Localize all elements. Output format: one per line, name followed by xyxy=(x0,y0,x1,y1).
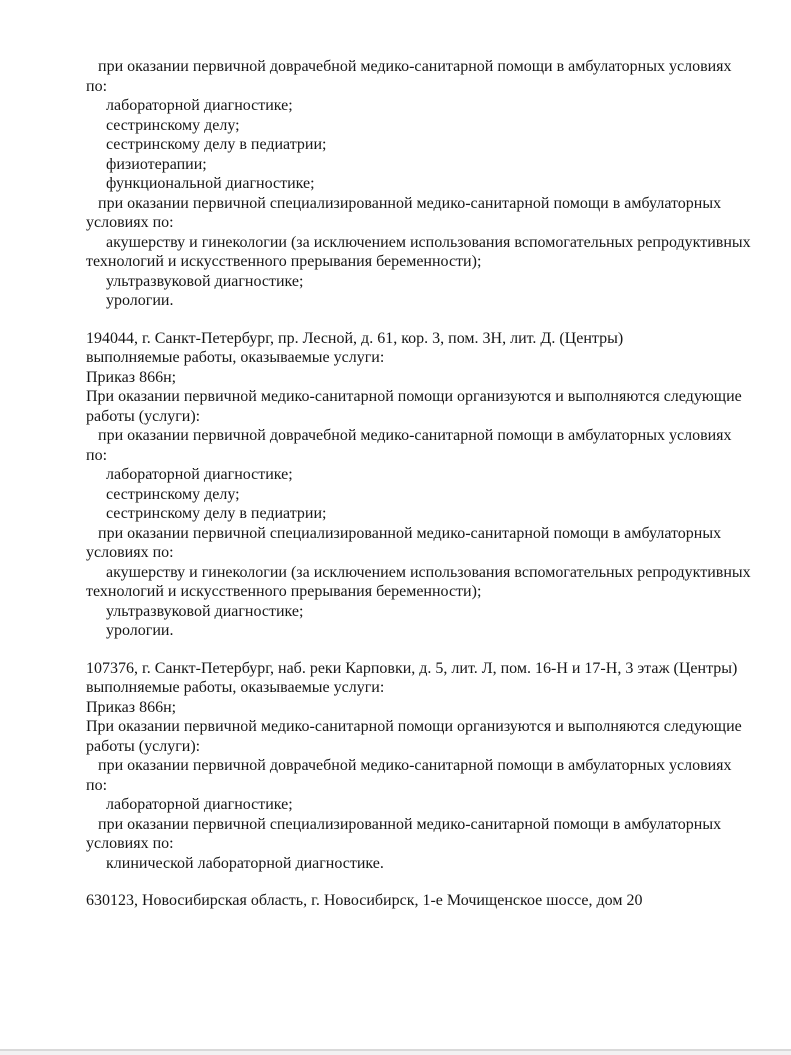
text-line: условиях по: xyxy=(86,835,174,852)
text-line: условиях по: xyxy=(86,214,174,231)
text-line: сестринскому делу в педиатрии; xyxy=(106,505,327,522)
text-line: акушерству и гинекологии (за исключением использования вспомогательных репродуктивных xyxy=(106,563,751,581)
text-line: клинической лабораторной диагностике. xyxy=(106,854,384,872)
text-line: 107376, г. Санкт-Петербург, наб. реки Карповки, д. 5, лит. Л, пом. 16-Н и 17-Н, 3 этаж (Центры) xyxy=(86,659,738,677)
text-line: лабораторной диагностике; xyxy=(106,796,293,813)
text-line: урологии. xyxy=(106,622,174,639)
text-line: лабораторной диагностике; xyxy=(106,466,293,483)
text-line: функциональной диагностике; xyxy=(106,175,315,192)
text-line: акушерству и гинекологии (за исключением использования вспомогательных репродуктивных xyxy=(106,233,751,251)
text-line: Приказ 866н; xyxy=(86,368,177,386)
text-line: технологий и искусственного прерывания беременности); xyxy=(86,253,482,270)
text-line: ультразвуковой диагностике; xyxy=(106,272,304,290)
text-line: Приказ 866н; xyxy=(86,698,177,716)
text-line: 194044, г. Санкт-Петербург, пр. Лесной, д. 61, кор. 3, пом. 3Н, лит. Д. (Центры) xyxy=(86,329,624,347)
text-line: При оказании первичной медико-санитарной помощи организуются и выполняются следующие xyxy=(86,718,742,735)
location-630123 xyxy=(86,891,776,911)
text-line: сестринскому делу; xyxy=(106,116,240,134)
text-line: при оказании первичной доврачебной медико-санитарной помощи в амбулаторных условиях xyxy=(98,427,732,444)
text-line: при оказании первичной специализированной медико-санитарной помощи в амбулаторных xyxy=(98,524,722,542)
text-line: При оказании первичной медико-санитарной помощи организуются и выполняются следующие xyxy=(86,388,742,405)
text-line: выполняемые работы, оказываемые услуги: xyxy=(86,679,385,696)
text-line: сестринскому делу в педиатрии; xyxy=(106,136,327,153)
text-line: по: xyxy=(86,446,108,464)
text-line: условиях по: xyxy=(86,544,174,561)
text-line: выполняемые работы, оказываемые услуги: xyxy=(86,349,385,366)
text-line: лабораторной диагностике; xyxy=(106,97,293,114)
text-line: технологий и искусственного прерывания беременности); xyxy=(86,583,482,600)
text-line: ультразвуковой диагностике; xyxy=(106,602,304,620)
text-line: при оказании первичной доврачебной медико-санитарной помощи в амбулаторных условиях xyxy=(98,58,732,75)
text-line: сестринскому делу; xyxy=(106,485,240,503)
location-107376 xyxy=(86,659,776,874)
text-line: при оказании первичной доврачебной медико-санитарной помощи в амбулаторных условиях xyxy=(98,757,732,774)
text-line: урологии. xyxy=(106,292,174,309)
text-line: по: xyxy=(86,776,108,794)
text-line: по: xyxy=(86,77,108,95)
bottom-strip xyxy=(0,1051,791,1055)
location-194044 xyxy=(86,329,776,641)
text-line: при оказании первичной специализированной медико-санитарной помощи в амбулаторных xyxy=(98,194,722,212)
works-services-list-continued xyxy=(86,57,776,311)
text-line: работы (услуги): xyxy=(86,407,201,425)
text-line: работы (услуги): xyxy=(86,737,201,755)
license-works-section xyxy=(86,57,776,911)
text-line: 630123, Новосибирская область, г. Новосибирск, 1-е Мочищенское шоссе, дом 20 xyxy=(86,892,643,909)
text-line: физиотерапии; xyxy=(106,155,207,173)
text-line: при оказании первичной специализированной медико-санитарной помощи в амбулаторных xyxy=(98,815,722,833)
